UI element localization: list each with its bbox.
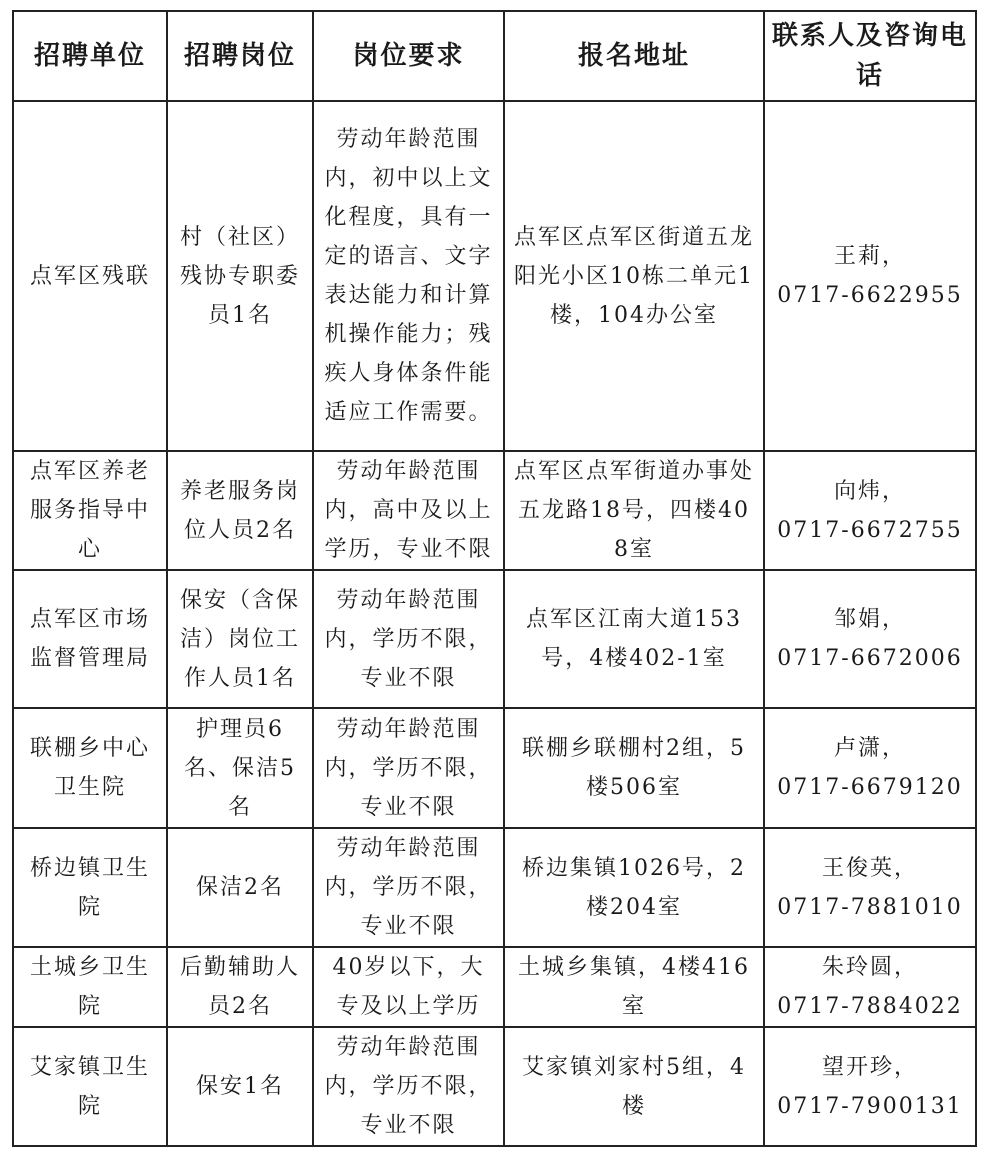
contact-phone: 0717-6622955 [777, 283, 963, 308]
header-contact: 联系人及咨询电话 [764, 11, 976, 101]
address-cell: 艾家镇刘家村5组，4楼 [504, 1027, 764, 1146]
unit-cell: 土城乡卫生院 [13, 947, 167, 1027]
unit-cell: 桥边镇卫生院 [13, 828, 167, 947]
contact-cell [764, 451, 976, 570]
position-cell: 保洁2名 [167, 828, 313, 947]
table-row [13, 708, 976, 828]
requirement-cell: 40岁以下，大专及以上学历 [313, 947, 504, 1027]
position-cell: 保安1名 [167, 1027, 313, 1146]
header-row [13, 11, 976, 101]
table-row [13, 570, 976, 708]
contact-phone: 0717-6672755 [777, 517, 963, 543]
contact-name: 王俊英， [821, 855, 918, 881]
requirement-cell: 劳动年龄范围内，初中以上文化程度，具有一定的语言、文字表达能力和计算机操作能力；残疾人身体条件能适应工作需要。 [313, 101, 504, 451]
address-cell: 联棚乡联棚村2组，5楼506室 [504, 708, 764, 828]
contact-name: 邹娟， [833, 607, 906, 632]
contact-cell [764, 570, 976, 708]
address-cell: 土城乡集镇，4楼416室 [504, 947, 764, 1027]
contact-phone: 0717-7900131 [777, 1093, 963, 1119]
unit-cell: 点军区市场监督管理局 [13, 570, 167, 708]
contact-name: 卢潇， [833, 736, 906, 761]
header-requirement: 岗位要求 [313, 11, 504, 101]
position-cell: 养老服务岗位人员2名 [167, 451, 313, 570]
address-cell: 点军区点军街道办事处五龙路18号，四楼408室 [504, 451, 764, 570]
unit-cell: 联棚乡中心卫生院 [13, 708, 167, 828]
table-row [13, 451, 976, 570]
contact-cell [764, 828, 976, 947]
requirement-cell: 劳动年龄范围内，学历不限，专业不限 [313, 708, 504, 828]
address-cell: 桥边集镇1026号，2楼204室 [504, 828, 764, 947]
contact-name: 王莉， [833, 244, 906, 269]
contact-phone: 0717-6679120 [777, 775, 963, 800]
contact-name: 望开珍， [821, 1054, 918, 1080]
position-cell: 护理员6名、保洁5名 [167, 708, 313, 828]
contact-phone: 0717-7884022 [777, 994, 963, 1019]
address-cell: 点军区点军区街道五龙阳光小区10栋二单元1楼，104办公室 [504, 101, 764, 451]
contact-cell [764, 708, 976, 828]
requirement-cell: 劳动年龄范围内，学历不限，专业不限 [313, 570, 504, 708]
position-cell: 村（社区）残协专职委员1名 [167, 101, 313, 451]
contact-name: 向炜， [833, 478, 906, 504]
contact-name: 朱玲圆， [821, 955, 918, 980]
recruitment-table [12, 10, 977, 1147]
unit-cell: 艾家镇卫生院 [13, 1027, 167, 1146]
unit-cell: 点军区养老服务指导中心 [13, 451, 167, 570]
requirement-cell: 劳动年龄范围内，学历不限，专业不限 [313, 828, 504, 947]
requirement-cell: 劳动年龄范围内，高中及以上学历，专业不限 [313, 451, 504, 570]
position-cell: 后勤辅助人员2名 [167, 947, 313, 1027]
contact-phone: 0717-6672006 [777, 646, 963, 671]
table-row [13, 101, 976, 451]
address-cell: 点军区江南大道153号，4楼402-1室 [504, 570, 764, 708]
contact-cell [764, 947, 976, 1027]
contact-cell [764, 101, 976, 451]
header-unit: 招聘单位 [13, 11, 167, 101]
header-position: 招聘岗位 [167, 11, 313, 101]
table-row [13, 828, 976, 947]
header-address: 报名地址 [504, 11, 764, 101]
contact-phone: 0717-7881010 [777, 894, 963, 920]
unit-cell: 点军区残联 [13, 101, 167, 451]
table-row [13, 947, 976, 1027]
table-row [13, 1027, 976, 1146]
position-cell: 保安（含保洁）岗位工作人员1名 [167, 570, 313, 708]
requirement-cell: 劳动年龄范围内，学历不限，专业不限 [313, 1027, 504, 1146]
contact-cell [764, 1027, 976, 1146]
